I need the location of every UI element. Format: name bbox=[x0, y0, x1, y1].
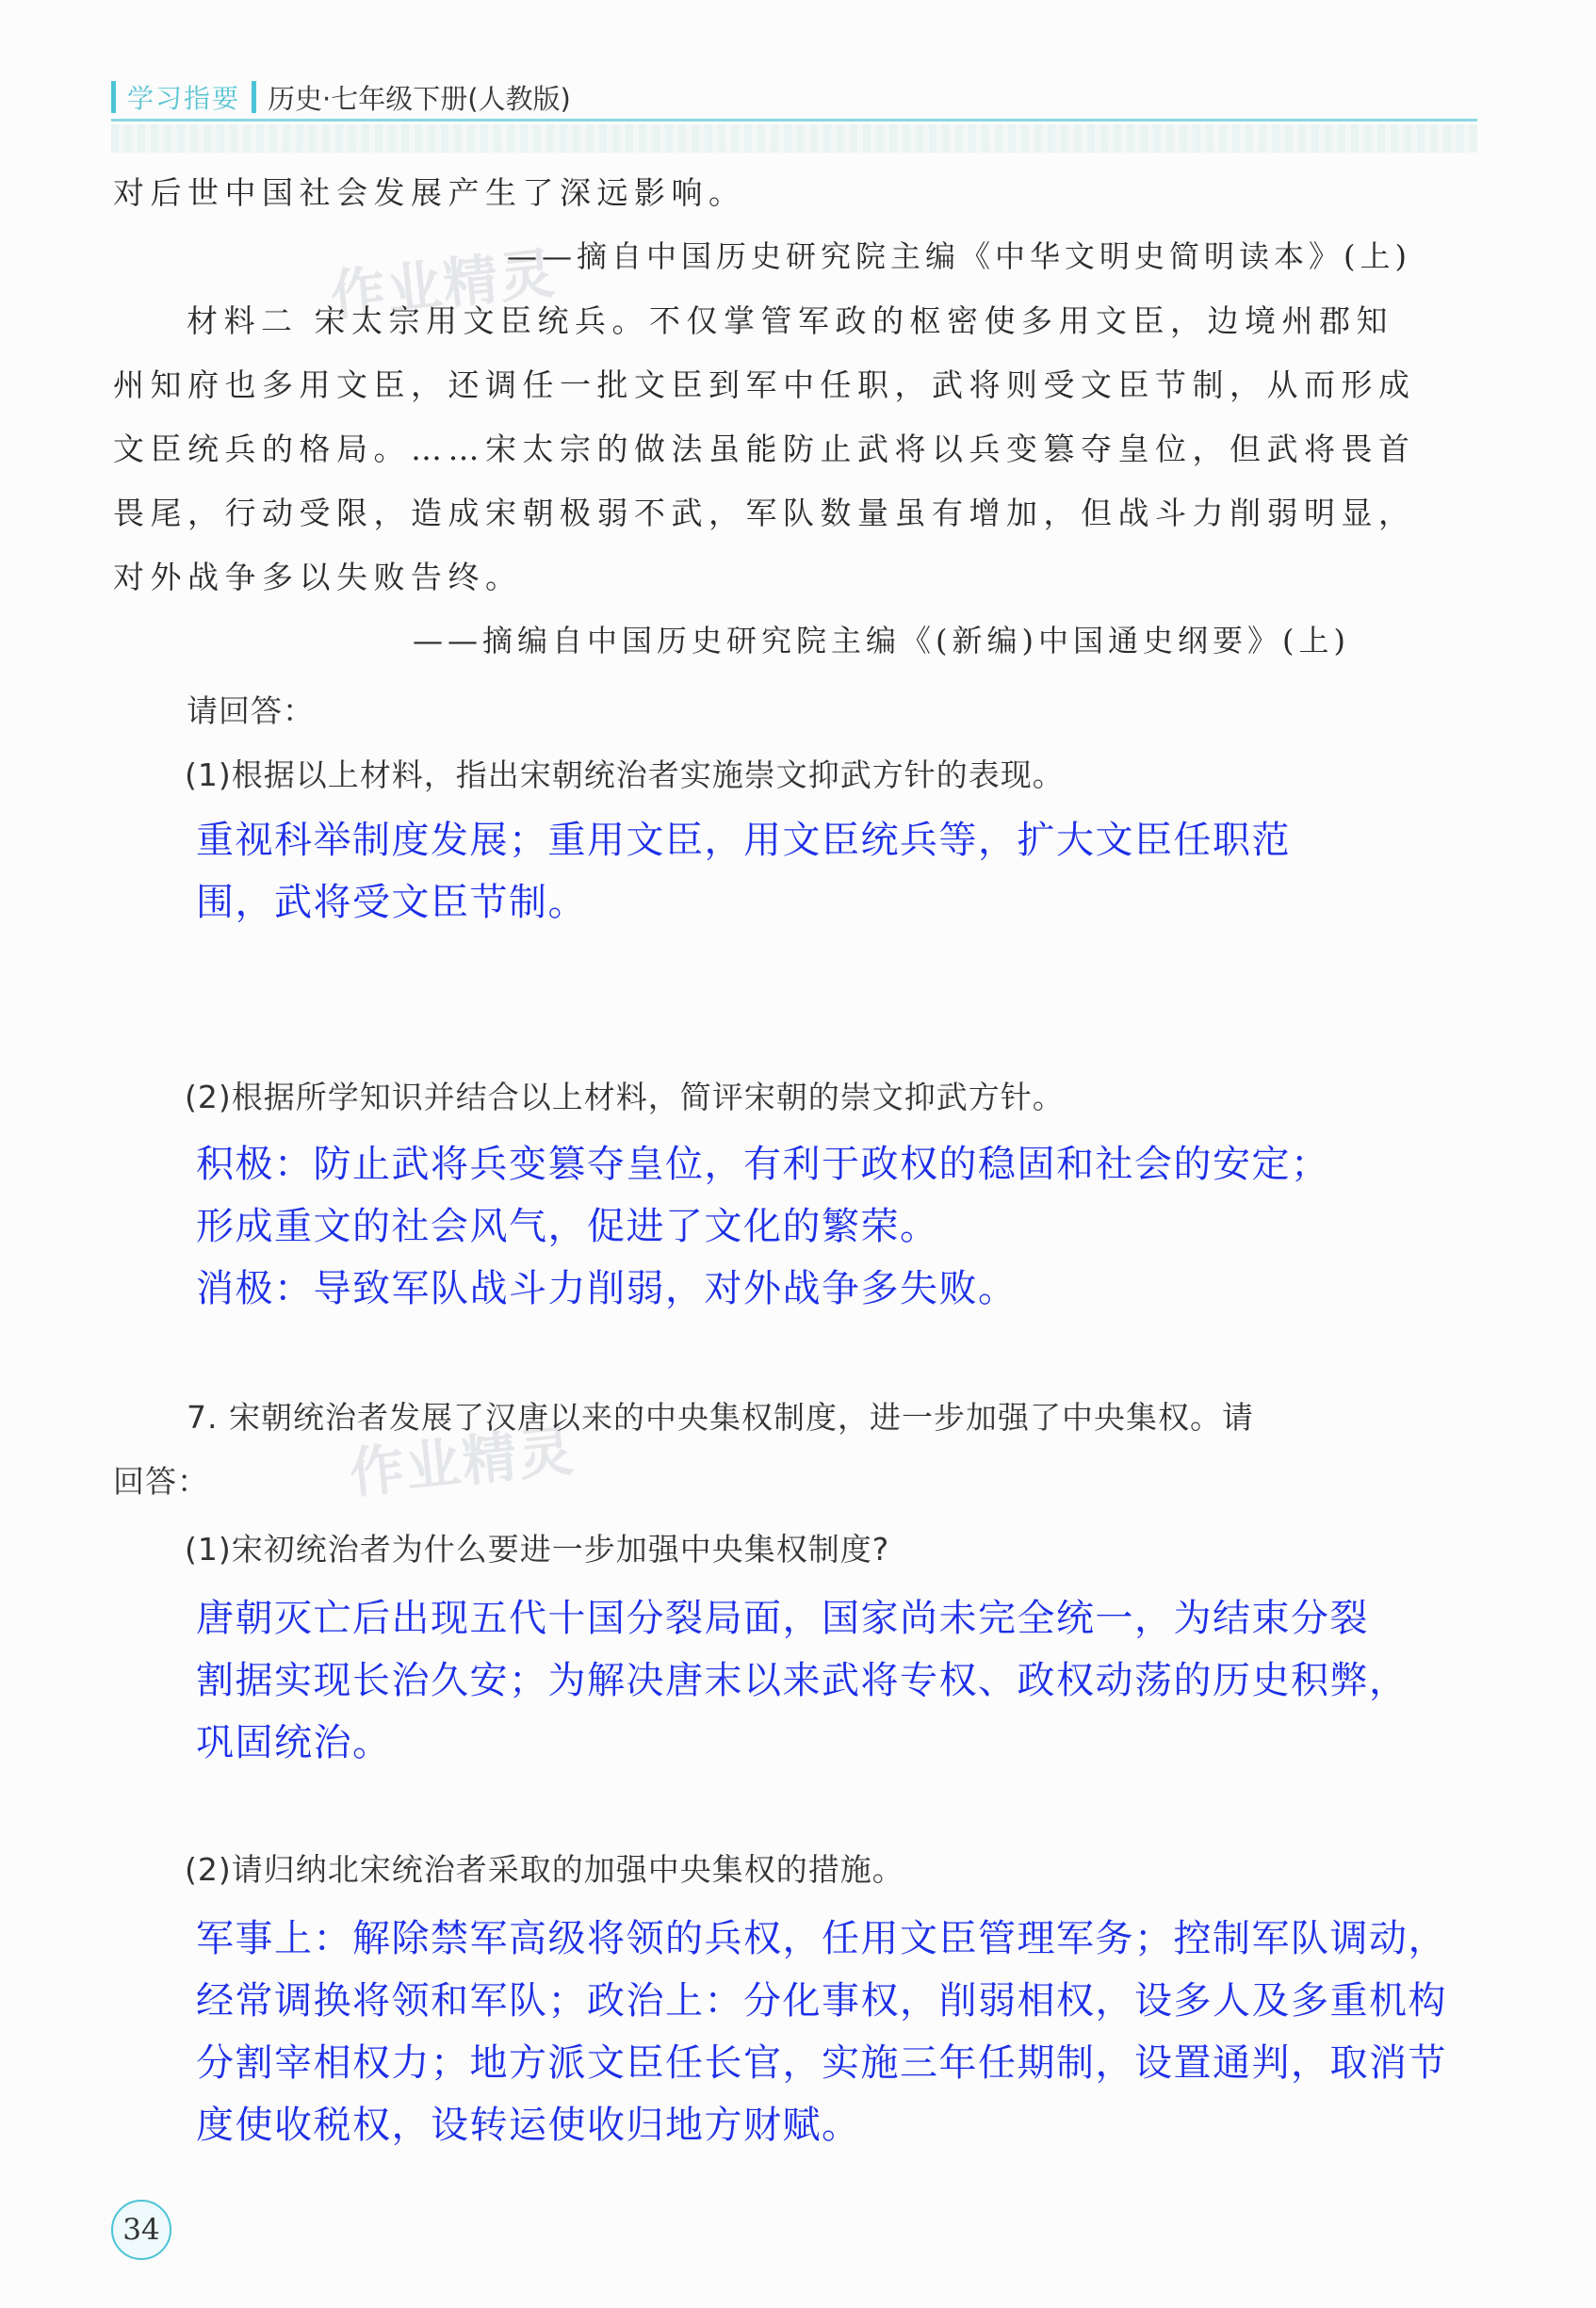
body-line: 州知府也多用文臣，还调任一批文臣到军中任职，武将则受文臣节制，从而形成 bbox=[113, 366, 1416, 403]
header-band bbox=[111, 124, 1477, 153]
running-header bbox=[111, 77, 1477, 117]
source-citation: ——摘自中国历史研究院主编《中华文明史简明读本》(上) bbox=[507, 238, 1411, 274]
watermark: 作业精灵 bbox=[327, 240, 560, 329]
answer-line: 形成重文的社会风气，促进了文化的繁荣。 bbox=[196, 1205, 939, 1248]
header-rule bbox=[111, 119, 1477, 122]
answer-line: 军事上：解除禁军高级将领的兵权，任用文臣管理军务；控制军队调动， bbox=[196, 1917, 1447, 1960]
question-7: 7. 宋朝统治者发展了汉唐以来的中央集权制度，进一步加强了中央集权。请 bbox=[187, 1399, 1254, 1436]
page-number: 34 bbox=[111, 2200, 171, 2260]
answer-line: 消极：导致军队战斗力削弱，对外战争多失败。 bbox=[196, 1267, 1018, 1310]
answer-line: 唐朝灭亡后出现五代十国分裂局面，国家尚未完全统一，为结束分裂 bbox=[196, 1597, 1369, 1640]
answer-line: 围，武将受文臣节制。 bbox=[196, 881, 587, 924]
watermark: 作业精灵 bbox=[346, 1418, 578, 1506]
body-line: 材料二 宋太宗用文臣统兵。不仅掌管军政的枢密使多用文臣，边境州郡知 bbox=[187, 302, 1393, 339]
answer-line: 重视科举制度发展；重用文臣，用文臣统兵等，扩大文臣任职范 bbox=[196, 819, 1291, 862]
body-line: 畏尾，行动受限，造成宋朝极弱不武，军队数量虽有增加，但战斗力削弱明显， bbox=[113, 495, 1416, 531]
body-line: 对外战争多以失败告终。 bbox=[113, 559, 523, 595]
question-2: (2)根据所学知识并结合以上材料，简评宋朝的崇文抑武方针。 bbox=[185, 1079, 1065, 1115]
answer-line: 割据实现长治久安；为解决唐末以来武将专权、政权动荡的历史积弊， bbox=[196, 1659, 1409, 1702]
answer-line: 度使收税权，设转运使收归地方财赋。 bbox=[196, 2104, 861, 2147]
answer-line: 经常调换将领和军队；政治上：分化事权，削弱相权，设多人及多重机构 bbox=[196, 1979, 1447, 2023]
question-1: (1)根据以上材料，指出宋朝统治者实施崇文抑武方针的表现。 bbox=[185, 756, 1065, 793]
body-line: 对后世中国社会发展产生了深远影响。 bbox=[113, 174, 746, 211]
question-7-1: (1)宋初统治者为什么要进一步加强中央集权制度? bbox=[185, 1531, 890, 1568]
question-7-2: (2)请归纳北宋统治者采取的加强中央集权的措施。 bbox=[185, 1851, 904, 1888]
header-bar-mid bbox=[252, 81, 256, 113]
answer-line: 积极：防止武将兵变篡夺皇位，有利于政权的稳固和社会的安定； bbox=[196, 1143, 1330, 1186]
header-bar-left bbox=[111, 81, 116, 113]
book-title: 历史·七年级下册(人教版) bbox=[268, 82, 571, 115]
body-line: 文臣统兵的格局。……宋太宗的做法虽能防止武将以兵变篡夺皇位，但武将畏首 bbox=[113, 431, 1416, 467]
source-citation: ——摘编自中国历史研究院主编《(新编)中国通史纲要》(上) bbox=[413, 623, 1350, 658]
prompt-label: 请回答： bbox=[187, 692, 315, 729]
answer-line: 巩固统治。 bbox=[196, 1721, 392, 1764]
question-7-cont: 回答： bbox=[113, 1463, 209, 1500]
series-name: 学习指要 bbox=[127, 83, 241, 114]
answer-line: 分割宰相权力；地方派文臣任长官，实施三年任期制，设置通判，取消节 bbox=[196, 2041, 1447, 2085]
